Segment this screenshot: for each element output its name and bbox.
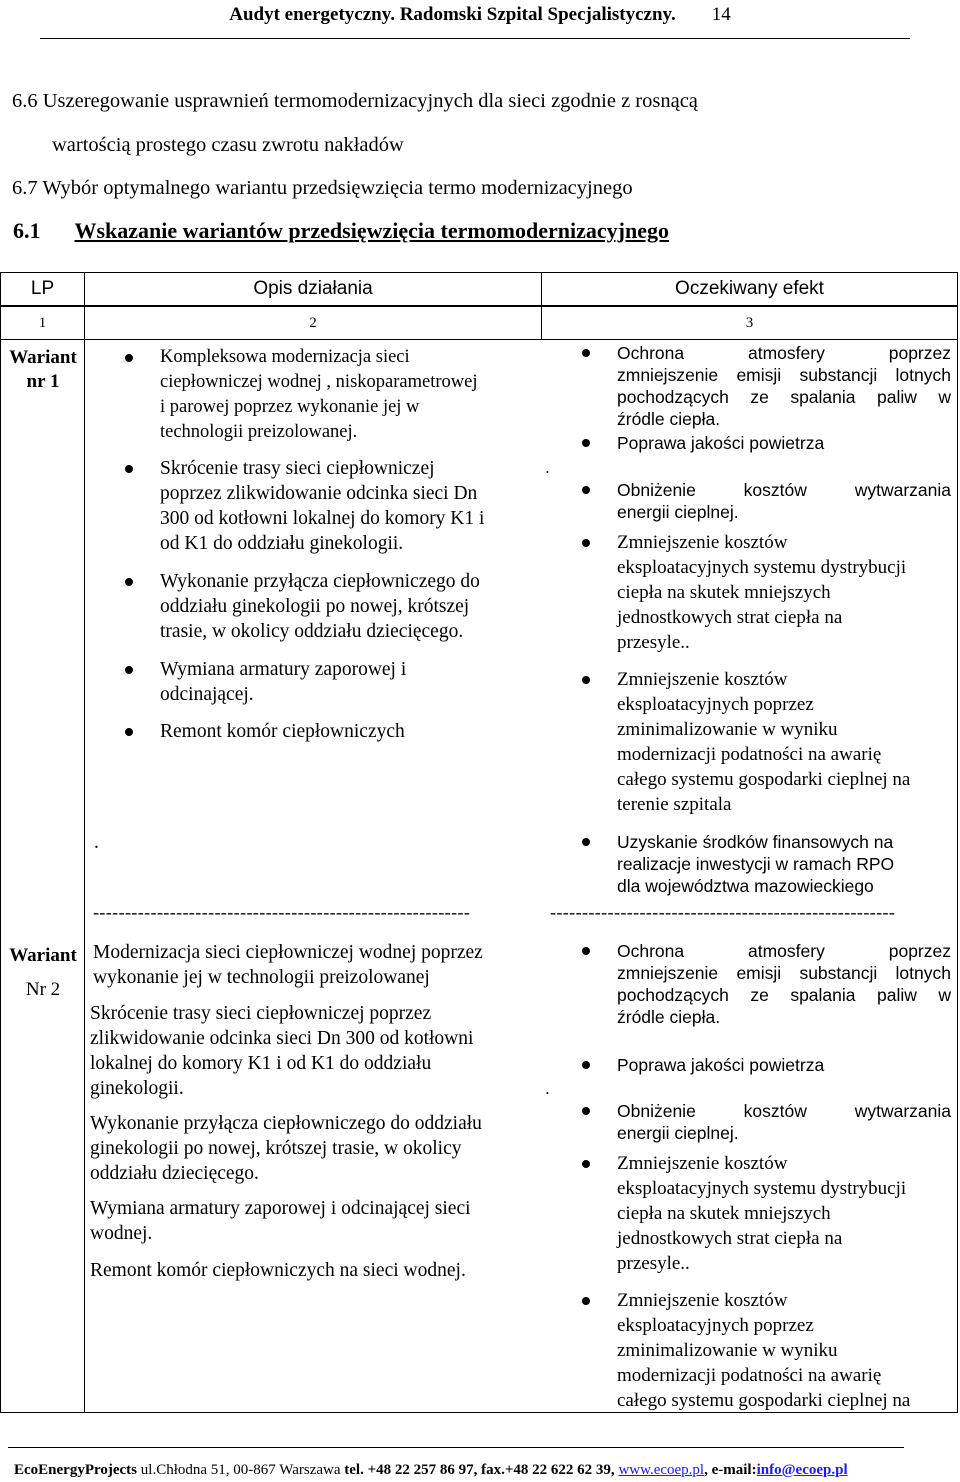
v1-a4-l1: Wymiana armatury zaporowej i (160, 659, 407, 680)
page-number: 14 (711, 4, 731, 25)
v1-effect-6 (617, 831, 894, 897)
bullet-icon (582, 1297, 590, 1305)
v2-a5-l1: Remont komór ciepłowniczych na sieci wodnej. (90, 1260, 466, 1281)
v1-a1-l1: Kompleksowa modernizacja sieci (160, 347, 410, 367)
v1-e6-l3: dla województwa mazowieckiego (617, 876, 874, 896)
v1-e3-l2: energii cieplnej. (617, 502, 739, 522)
footer-address: ul.Chłodna 51, 00-867 Warszawa (140, 1462, 341, 1478)
v1-effect-5 (617, 667, 957, 817)
v1-e4-l4: jednostkowych strat ciepła na (617, 607, 843, 628)
v2-e4-l2: eksploatacyjnych systemu dystrybucji (617, 1178, 907, 1199)
bullet-icon (582, 947, 590, 955)
v2-effect-4 (617, 1151, 957, 1276)
v1-e5-l5: całego systemu gospodarki cieplnej na (617, 769, 911, 790)
v2-e1-l1: Ochrona atmosfery poprzez (617, 941, 951, 961)
v2-a3-l2: ginekologii po nowej, krótszej trasie, w okolicy (90, 1138, 462, 1159)
v1-e5-l1: Zmniejszenie kosztów (617, 669, 788, 690)
v2-action-2 (90, 1001, 473, 1101)
v2-effect-3 (617, 1100, 951, 1144)
bullet-icon (125, 728, 133, 736)
v2-e4-l1: Zmniejszenie kosztów (617, 1153, 788, 1174)
footer-website-link[interactable]: www.ecoep.pl (618, 1462, 705, 1478)
v2-effect-5 (617, 1288, 957, 1413)
v1-action-5 (160, 719, 540, 744)
bullet-icon (582, 1107, 590, 1115)
v2-a3-l3: oddziału dziecięcego. (90, 1163, 259, 1184)
v2-e1-l4: źródle ciepła. (617, 1007, 721, 1027)
footer-phones: tel. +48 22 257 86 97, fax.+48 22 622 62 39, (344, 1462, 615, 1478)
v2-a1-l2: wykonanie jej w technologii preizolowanej (93, 967, 430, 988)
v2-e4-l3: ciepła na skutek mniejszych (617, 1203, 831, 1224)
toc-item-6-6-line2: wartością prostego czasu zwrotu nakładów (52, 134, 404, 156)
v1-e1-l2: zmniejszenie emisji substancji lotnych (617, 365, 951, 385)
section-heading (13, 218, 669, 244)
v1-a3-l2: oddziału ginekologii po nowej, krótszej (160, 596, 470, 617)
v2-action-5 (90, 1258, 466, 1283)
v2-e4-l4: jednostkowych strat ciepła na (617, 1228, 843, 1249)
v2-e5-l1: Zmniejszenie kosztów (617, 1290, 788, 1311)
v2-action-1 (93, 940, 483, 990)
header-title: Audyt energetyczny. Radomski Szpital Specjalistyczny. (229, 4, 676, 25)
v2-e3-l2: energii cieplnej. (617, 1123, 739, 1143)
colnum-3: 3 (541, 306, 958, 340)
header-description: Opis działania (84, 272, 542, 306)
column-divider-1 (84, 340, 85, 1412)
v2-a4-l2: wodnej. (90, 1223, 153, 1244)
v2-a2-l3: lokalnej do komory K1 i od K1 do oddziału (90, 1053, 432, 1074)
v2-a2-l1: Skrócenie trasy sieci ciepłowniczej poprzez (90, 1003, 432, 1024)
toc-item-6-7: 6.7 Wybór optymalnego wariantu przedsięwzięcia termo modernizacyjnego (12, 177, 633, 199)
v2-effect-dot: . (545, 1078, 550, 1098)
variant1-label (2, 346, 84, 394)
colnum-2: 2 (84, 306, 542, 340)
bullet-icon (125, 465, 133, 473)
v1-effect-1 (617, 342, 951, 430)
v1-a2-l1: Skrócenie trasy sieci ciepłowniczej (160, 458, 435, 479)
variant1-label-line1: Wariant (9, 347, 77, 368)
v1-e4-l2: eksploatacyjnych systemu dystrybucji (617, 557, 907, 578)
v1-e5-l4: modernizacji podatności na awarię (617, 744, 882, 765)
bullet-icon (582, 838, 590, 846)
bullet-icon (125, 666, 133, 674)
v1-a4-l2: odcinającej. (160, 684, 254, 705)
v2-effect-1 (617, 940, 951, 1028)
footer-email-label: , e-mail: (704, 1462, 757, 1478)
section-title: Wskazanie wariantów przedsięwzięcia termomodernizacyjnego (74, 218, 669, 243)
running-header (0, 4, 960, 26)
toc-item-6-6-line1: 6.6 Uszeregowanie usprawnień termomodernizacyjnych dla sieci zgodnie z rosnącą (12, 90, 698, 112)
v1-a3-l3: trasie, w okolicy oddziału dziecięcego. (160, 621, 464, 642)
v1-e5-l2: eksploatacyjnych poprzez (617, 694, 814, 715)
v1-effect-4 (617, 530, 957, 655)
footer-email-link[interactable]: info@ecoep.pl (756, 1462, 848, 1478)
bullet-icon (582, 349, 590, 357)
v1-a1-l4: technologii preizolowanej. (160, 422, 358, 442)
variant2-label (2, 944, 84, 1002)
v1-effect-dot: . (545, 457, 550, 477)
v2-effect-2: Poprawa jakości powietrza (617, 1055, 825, 1075)
v1-a1-l3: i parowej poprzez wykonanie jej w (160, 397, 420, 417)
v2-e5-l3: zminimalizowanie w wyniku (617, 1340, 838, 1361)
stray-dot: . (94, 832, 99, 853)
v1-e1-l4: źródle ciepła. (617, 409, 721, 429)
v2-e5-l5: całego systemu gospodarki cieplnej na (617, 1390, 911, 1411)
v1-e1-l3: pochodzących ze spalania paliw w (617, 387, 951, 407)
bullet-icon (582, 439, 590, 447)
separator-right: ------------------------------------------------------ (550, 902, 896, 922)
v1-action-4 (160, 657, 540, 707)
v1-e6-l2: realizacje inwestycji w ramach RPO (617, 854, 895, 874)
v1-a3-l1: Wykonanie przyłącza ciepłowniczego do (160, 571, 480, 592)
v1-e4-l5: przesyle.. (617, 632, 690, 653)
v1-action-1 (160, 345, 540, 445)
v1-e4-l1: Zmniejszenie kosztów (617, 532, 788, 553)
separator-left: ----------------------------------------------------------- (93, 902, 471, 922)
v2-e1-l2: zmniejszenie emisji substancji lotnych (617, 963, 951, 983)
v1-effect-2: Poprawa jakości powietrza (617, 433, 825, 453)
footer (14, 1462, 848, 1479)
bullet-icon (125, 578, 133, 586)
footer-rule (8, 1447, 904, 1448)
bullet-icon (582, 1160, 590, 1168)
v2-a2-l4: ginekologii. (90, 1078, 184, 1099)
v1-action-3 (160, 569, 540, 644)
v2-e5-l4: modernizacji podatności na awarię (617, 1365, 882, 1386)
section-number: 6.1 (13, 218, 41, 243)
v1-e5-l3: zminimalizowanie w wyniku (617, 719, 838, 740)
v2-a2-l2: zlikwidowanie odcinka sieci Dn 300 od kotłowni (90, 1028, 474, 1049)
header-rule (40, 38, 910, 39)
v2-action-3 (90, 1111, 482, 1186)
v2-e3-l1: Obniżenie kosztów wytwarzania (617, 1101, 951, 1121)
v2-e5-l2: eksploatacyjnych poprzez (617, 1315, 814, 1336)
v2-e4-l5: przesyle.. (617, 1253, 690, 1274)
v1-e6-l1: Uzyskanie środków finansowych na (617, 832, 894, 852)
v1-a5-l1: Remont komór ciepłowniczych (160, 721, 405, 742)
bullet-icon (582, 486, 590, 494)
header-effect: Oczekiwany efekt (541, 272, 958, 306)
v1-e3-l1: Obniżenie kosztów wytwarzania (617, 480, 951, 500)
v1-e1-l1: Ochrona atmosfery poprzez (617, 343, 951, 363)
v1-e5-l6: terenie szpitala (617, 794, 732, 815)
header-lp: LP (0, 272, 85, 306)
v1-a2-l3: 300 od kotłowni lokalnej do komory K1 i (160, 508, 485, 529)
footer-company: EcoEnergyProjects (14, 1462, 138, 1478)
bullet-icon (582, 539, 590, 547)
v2-e1-l3: pochodzących ze spalania paliw w (617, 985, 951, 1005)
variant2-label-line2: Nr 2 (25, 979, 61, 1000)
bullet-icon (125, 354, 133, 362)
v1-e4-l3: ciepła na skutek mniejszych (617, 582, 831, 603)
v2-a3-l1: Wykonanie przyłącza ciepłowniczego do oddziału (90, 1113, 482, 1134)
v1-action-2 (160, 456, 540, 556)
v2-a4-l1: Wymiana armatury zaporowej i odcinającej sieci (90, 1198, 471, 1219)
variant2-label-line1: Wariant (9, 945, 77, 966)
v2-a1-l1: Modernizacja sieci ciepłowniczej wodnej poprzez (93, 942, 483, 963)
variant1-label-line2: nr 1 (26, 371, 60, 392)
v1-a2-l2: poprzez zlikwidowanie odcinka sieci Dn (160, 483, 478, 504)
v2-action-4 (90, 1196, 471, 1246)
v1-a2-l4: od K1 do oddziału ginekologii. (160, 533, 404, 554)
v1-a1-l2: ciepłowniczej wodnej , niskoparametrowej (160, 372, 478, 392)
bullet-icon (582, 1061, 590, 1069)
colnum-1: 1 (0, 306, 85, 340)
v1-effect-3 (617, 479, 951, 523)
bullet-icon (582, 676, 590, 684)
